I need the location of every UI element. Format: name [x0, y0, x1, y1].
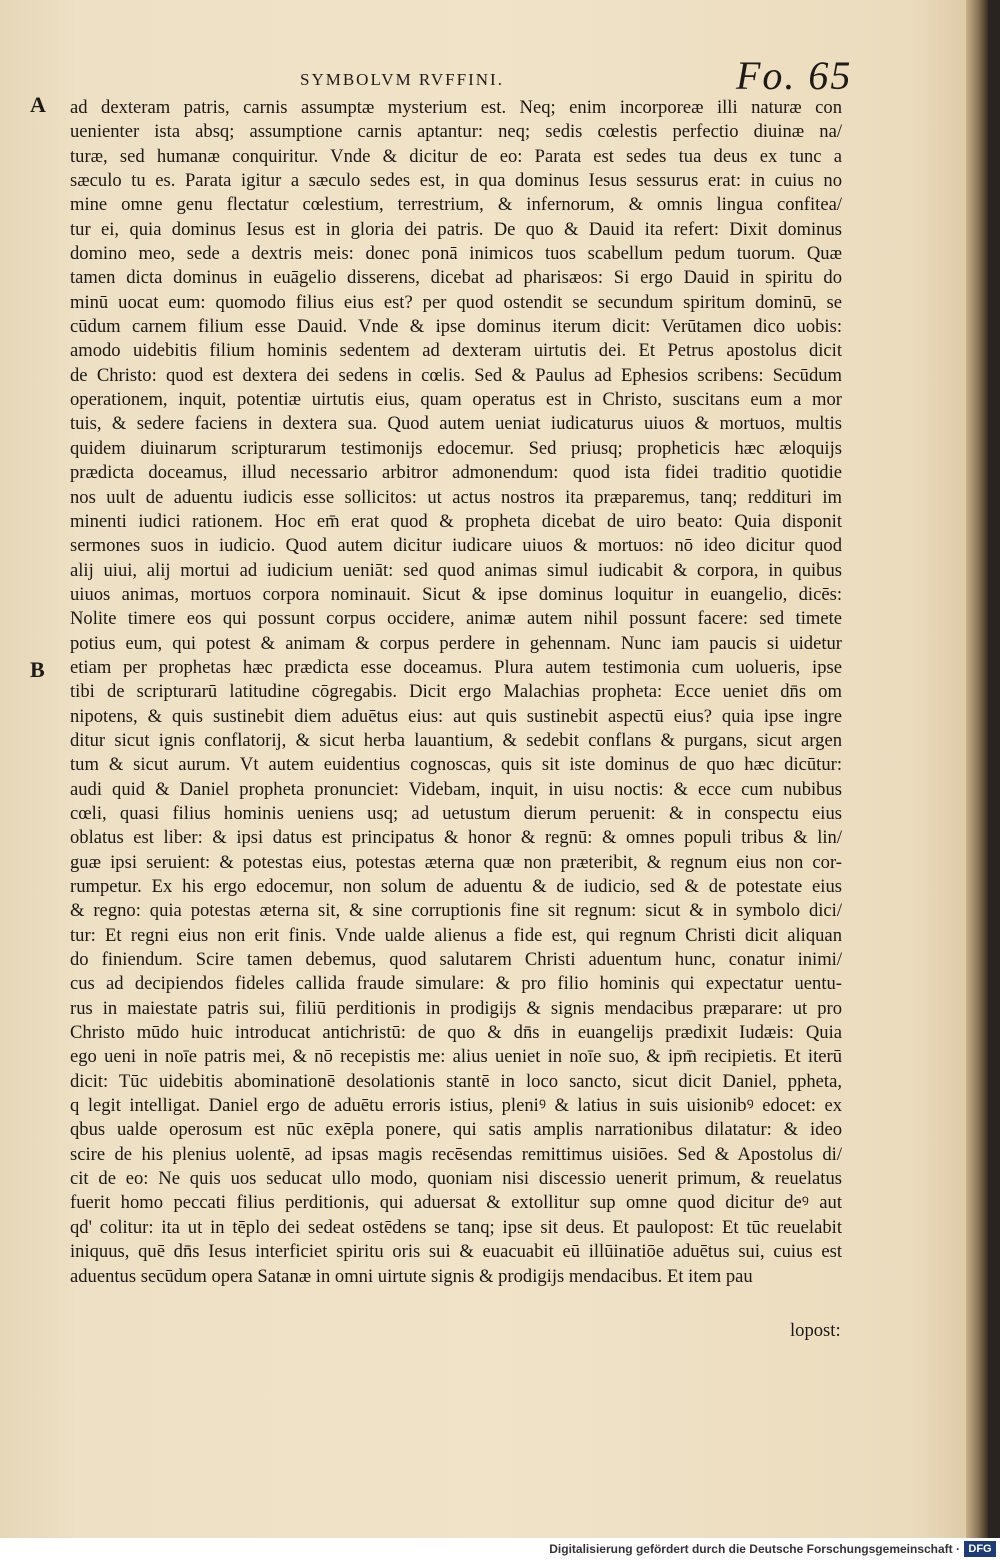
text-line: do finiendum. Scire tamen debemus, quod salutarem Christi aduentum hunc, conatur inimi/	[70, 949, 842, 971]
text-line: aduentus secūdum opera Satanæ in omni uirtute signis & prodigijs mendacibus. Et item pau	[70, 1265, 753, 1287]
text-line: turæ, sed humanæ conquiritur. Vnde & dicitur de eo: Parata est sedes tua deus ex tunc a	[70, 145, 842, 167]
body-text	[70, 96, 842, 1289]
text-line: cit de eo: Ne quis uos seducat ullo modo, quoniam nisi discessio uenerit primum, & reuelatus	[70, 1168, 842, 1190]
text-line: alij uiui, alij mortui ad iudicium ueniāt: sed quod animas simul iudicabit & corpora, in quibus	[70, 559, 842, 581]
text-line: dicit: Tūc uidebitis abominationē desolationis stantē in loco sancto, sicut dicit Daniel, ppheta,	[70, 1070, 842, 1092]
text-line: oblatus est liber: & ipsi datus est principatus & honor & regnū: & omnes populi tribus & lin/	[70, 827, 842, 849]
text-line: quidem diuinarum scripturarum testimonijs edocemur. Sed priusq; propheticis hæc æloquijs	[70, 437, 842, 459]
text-line: cūdum carnem filium esse Dauid. Vnde & ipse dominus iterum dicit: Verūtamen dico uobis:	[70, 316, 842, 338]
text-line: ego ueni in noīe patris mei, & nō recepistis me: alius ueniet in noīe suo, & ipm̄ recipietis. Et iterū	[70, 1046, 842, 1068]
text-line: sermones suos in iudicio. Quod autem dicitur iudicare uiuos & mortuos: nō ideo dicitur quod	[70, 535, 842, 557]
catchword: lopost:	[790, 1320, 841, 1341]
text-line: qd' colitur: ita ut in tēplo dei sedeat ostēdens se tanq; ipse sit deus. Et paulopost: Et tūc reuelabit	[70, 1216, 842, 1238]
text-line: uenienter ista absq; assumptione carnis aptantur: neq; sedis cœlestis perfectio diuinæ na/	[70, 121, 842, 143]
text-line: cœli, quasi filius hominis ueniens usq; ad uetustum dierum peruenit: & in conspectu eius	[70, 802, 842, 824]
margin-letter-b: B	[30, 657, 45, 682]
text-line: potius eum, qui potest & animam & corpus perdere in gehennam. Nunc iam paucis si uidetur	[70, 632, 842, 654]
text-line: operationem, inquit, potentiæ uirtutis eius, quam operatus est in Christo, suscitans eum a mor	[70, 389, 842, 411]
running-head: SYMBOLVM RVFFINI.	[300, 70, 504, 89]
text-line: & regno: quia potestas æterna sit, & sine corruptionis fine sit regnum: sicut & in symbolo dici/	[70, 900, 842, 922]
text-line: guæ ipsi seruient: & potestas eius, potestas æterna quæ non præteribit, & regnum eius non cor-	[70, 851, 842, 873]
text-line: tur: Et regni eius non erit finis. Vnde ualde alienus a fide est, qui regnum Christi dicit aliquan	[70, 924, 842, 946]
text-line: ad dexteram patris, carnis assumptæ mysterium est. Neq; enim incorporeæ illi naturæ con	[70, 97, 842, 118]
text-line: nipotens, & quis sustinebit diem aduētus eius: aut quis sustinebit aspectū eius? quia ipse ingre	[70, 705, 842, 727]
text-line: tibi de scripturarū latitudine cōgregabis. Dicit ergo Malachias propheta: Ecce ueniet dn̄s om	[70, 681, 842, 703]
text-line: prædicta doceamus, illud necessario arbitror admonendum: quod ista fidei traditio quotidie	[70, 462, 842, 484]
text-line: domino meo, sede a dextris meis: donec ponā inimicos tuos scabellum pedum tuorum. Quæ	[70, 243, 842, 265]
text-line: Christo mūdo huic introducat antichristū: de quo & dn̄s in euangelijs prædixit Iudæis: Quia	[70, 1022, 842, 1044]
text-line: de Christo: quod est dextera dei sedens in cœlis. Sed & Paulus ad Ephesios scribens: Secūdum	[70, 364, 842, 386]
text-line: audi quid & Daniel propheta pronunciet: Videbam, inquit, in uisu noctis: & ecce cum nubibus	[70, 778, 842, 800]
margin-letter-a: A	[30, 92, 46, 117]
page-edge-shadow	[966, 0, 988, 1538]
text-line: tamen dicta dominus in euāgelio disserens, dicebat ad pharisæos: Si ergo Dauid in spiritu do	[70, 267, 842, 289]
text-line: qbus ualde operosum est nūc exēpla ponere, qui satis amplis narrationibus dilatatur: & ideo	[70, 1119, 842, 1141]
text-line: sæculo tu es. Parata igitur a sæculo sedes est, in qua dominus Iesus sessurus erat: in cuius no	[70, 170, 842, 192]
text-line: rumpetur. Ex his ergo edocemur, non solum de aduentu & de iudicio, sed & de potestate eius	[70, 876, 842, 897]
text-line: Nolite timere eos qui possunt corpus occidere, animæ autem nihil possunt facere: sed timete	[70, 608, 842, 630]
footer-credit: Digitalisierung gefördert durch die Deutsche Forschungsgemeinschaft ·	[549, 1542, 960, 1556]
text-line: tum & sicut aurum. Vt autem euidentius cognoscas, quis sit iste dominus de quo hæc dicūtur:	[70, 754, 842, 776]
text-line: cus ad decipiendos fideles callida fraude simulare: & pro filio hominis qui expectatur uentu-	[70, 973, 842, 995]
text-line: minū uocat eum: quomodo filius eius est? per quod ostendit se secundum spiritum dominū, se	[70, 291, 842, 313]
text-line: q legit intelligat. Daniel ergo de aduētu erroris istius, pleniꝰ & latius in suis uisionibꝰ edocet: ex	[70, 1095, 842, 1117]
text-line: tuis, & sedere faciens in dextera sua. Quod autem ueniat iudicaturus uiuos & mortuos, multis	[70, 413, 842, 435]
dfg-logo: DFG	[964, 1541, 996, 1557]
text-line: nos uult de aduentu iudicis esse sollicitos: ut actus nostros ita præparemus, tanq; reddituri im	[70, 486, 842, 508]
text-line: amodo uidebitis filium hominis sedentem ad dexteram uirtutis dei. Et Petrus apostolus dicit	[70, 340, 842, 362]
text-line: fuerit homo peccati filius perditionis, qui aduersat & extollitur sup omne quod dicitur deꝰ aut	[70, 1192, 842, 1214]
folio-number: Fo. 65	[736, 53, 853, 98]
text-line: scire de his plenius uolentē, ad ipsas magis recēsendas remittimus uisiōes. Sed & Apostolus di/	[70, 1143, 842, 1165]
text-line: ditur sicut ignis conflatorij, & sicut herba lauantium, & sedebit conflans & purgans, sicut argen	[70, 729, 842, 751]
text-line: etiam per prophetas hæc prædicta esse doceamus. Plura autem testimonia cum uolueris, ipse	[70, 656, 842, 678]
text-line: rus in maiestate patris sui, filiū perditionis in prodigijs & signis mendacibus præparare: ut pro	[70, 997, 842, 1019]
text-line: uiuos animas, mortuos corpora nominauit. Sicut & ipse dominus loquitur in euangelio, dicēs:	[70, 583, 842, 605]
digitization-footer	[0, 1538, 1000, 1560]
text-line: iniquus, quē dn̄s Iesus interficiet spiritu oris sui & euacuabit eū illūinatiōe aduētus sui, cuius est	[70, 1241, 842, 1263]
text-line: tur ei, quia dominus Iesus est in gloria dei patris. De quo & Dauid ita refert: Dixit dominus	[70, 218, 842, 240]
text-line: mine omne genu flectatur cœlestium, terrestrium, & infernorum, & omnis lingua confitea/	[70, 194, 842, 216]
text-line: minenti iudici rationem. Hoc em̄ erat quod & propheta dicebat de uiro beato: Quia disponit	[70, 510, 842, 532]
